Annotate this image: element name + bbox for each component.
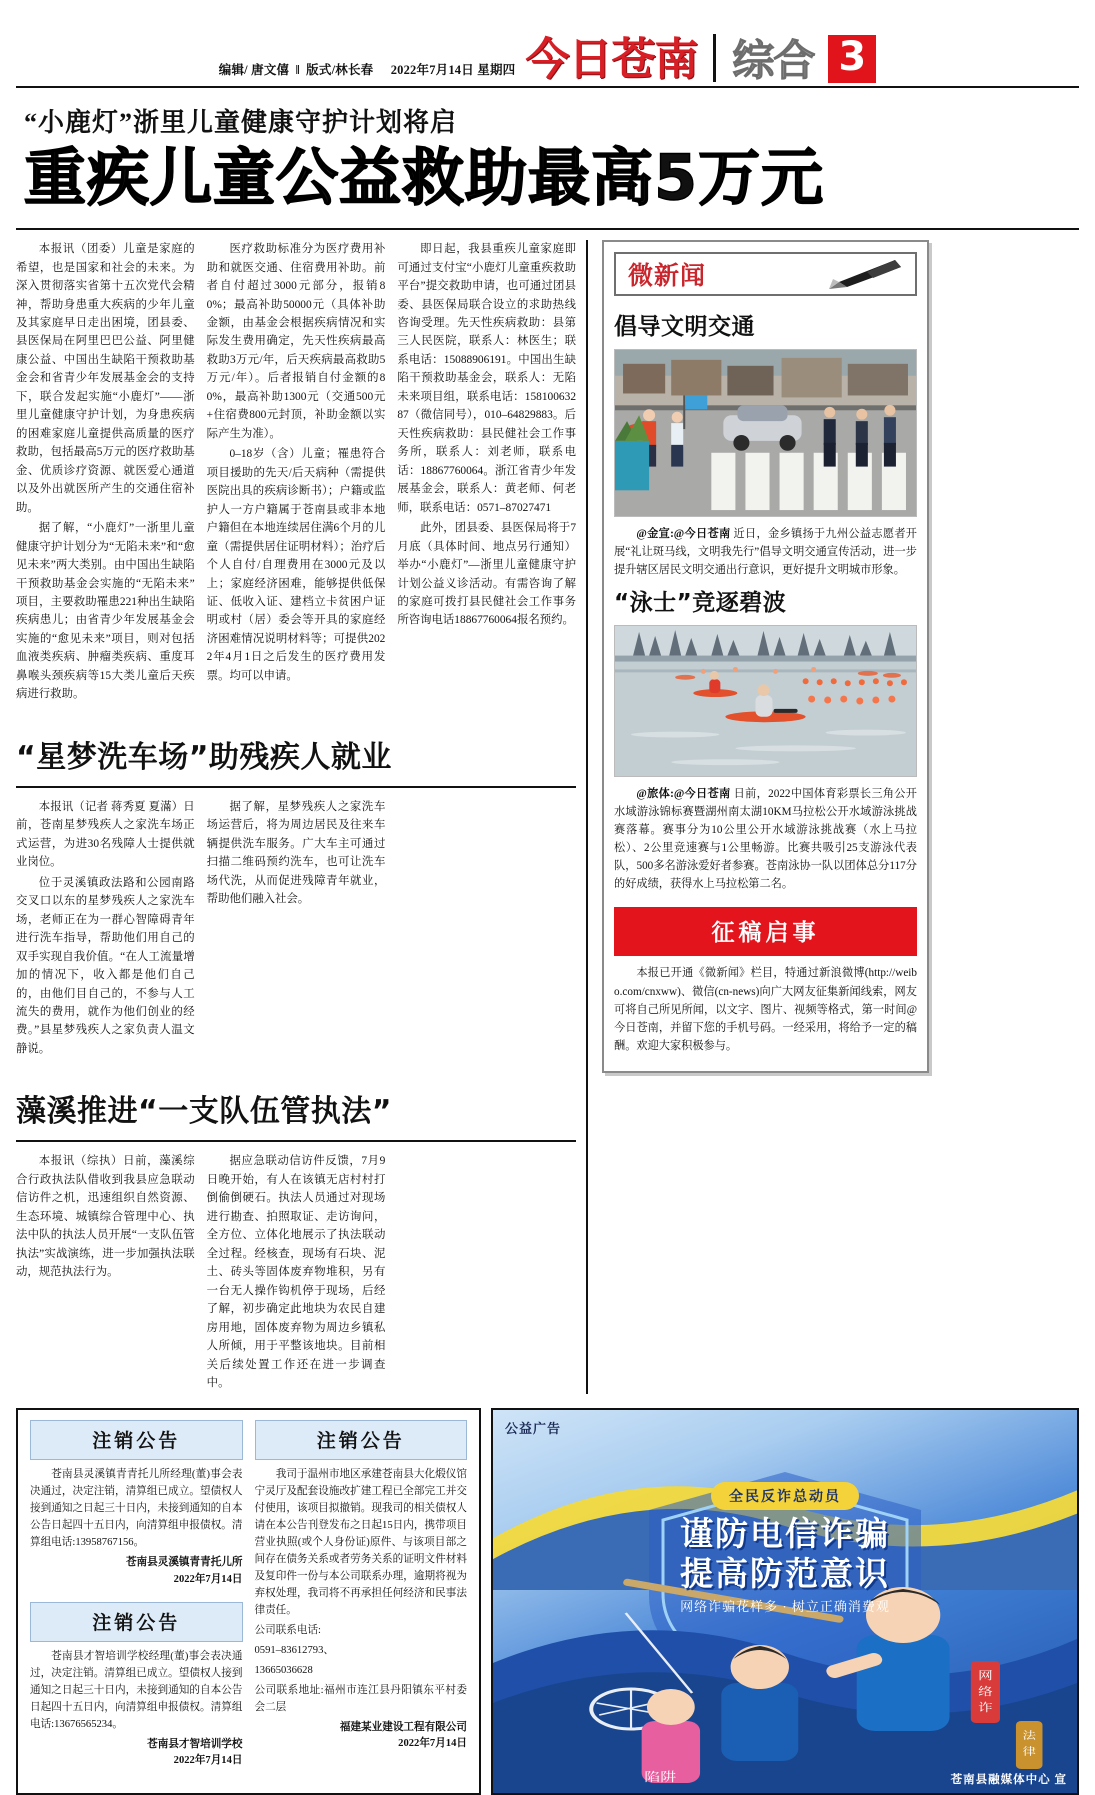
lead-headline-block — [0, 88, 1095, 214]
paragraph: 本报讯（团委）儿童是家庭的希望，也是国家和社会的未来。为深入贯彻落实省第十五次党代会精神，帮助身患重大疾病的少年儿童及其家庭早日走出困境，团县委、县医保局在阿里巴巴公益、阿里健康公益、中国出生缺陷干预救助基金会和省青少年发展基金会的支持下，联合发起实施“小鹿灯”——浙里儿童健康守护计划，为身患疾病的困难家庭儿童提供高质量的医疗救助，包括最高5万元的医疗救助基金、优质诊疗资源、就医爱心通道以及外出就医所产生的交通住宿补助。 — [16, 243, 195, 514]
notice-date: 2022年7月14日 — [398, 1738, 467, 1749]
section-rule — [16, 786, 576, 788]
traffic-photo — [614, 349, 917, 517]
masthead-divider — [713, 34, 716, 82]
lead-story-columns — [16, 240, 576, 706]
carwash-columns — [16, 798, 576, 1061]
svg-text:法: 法 — [1022, 1730, 1036, 1743]
carwash-col-2 — [207, 798, 386, 1061]
micro-news-title: “泳士”竞逐碧波 — [614, 589, 787, 616]
layout-credit: 版式/林长春 — [306, 63, 374, 77]
notice-signature — [30, 1737, 243, 1770]
micro-news-label: 微新闻 — [628, 261, 707, 291]
publication-date: 2022年7月14日 星期四 — [390, 63, 516, 77]
paper-title: 今日苍南 — [525, 34, 698, 85]
notice-heading: 注销公告 — [255, 1420, 468, 1460]
ad-headline-line1: 谨防电信诈骗 — [680, 1514, 890, 1554]
paragraph: 据了解，“小鹿灯”一浙里儿童健康守护计划分为“无陷未来”和“愈见未来”两大类别。由中国出生缺陷干预救助基金会实施的“无陷未来”项目，主要救助罹患221种出生缺陷疾病患儿；由省青少年发展基金会实施的“愈见未来”项目，则对包括血液类疾病、肿瘤类疾病、重度耳鼻喉头颈疾病等15大类儿童后天疾病进行救助。 — [16, 522, 195, 701]
carwash-col-3 — [397, 798, 576, 1061]
notice-date: 2022年7月14日 — [173, 1573, 243, 1585]
notice-date: 2022年7月14日 — [173, 1755, 243, 1767]
lead-col-3 — [397, 240, 576, 706]
notice-card — [30, 1602, 243, 1770]
masthead-inner — [219, 34, 876, 84]
notice-contact-label: 公司联系电话: — [254, 1624, 322, 1636]
notices-col-1 — [30, 1420, 243, 1783]
svg-text:络: 络 — [978, 1686, 993, 1699]
public-service-ad — [491, 1408, 1079, 1795]
left-column-zone — [16, 240, 586, 1394]
ad-subline: 网络诈骗花样多 · 树立正确消费观 — [680, 1599, 890, 1615]
micro-news-caption: @金宣:@今日苍南 近日，金乡镇扬于九州公益志愿者开展“礼让斑马线，文明我先行”倡导文明交通宣传活动，进一步提升辖区居民文明交通出行意识，更好提升文明城市形象。 — [614, 528, 917, 577]
zaoxi-columns — [16, 1152, 576, 1394]
carwash-col-1 — [16, 798, 195, 1061]
ad-headline-line2: 提高防范意识 — [680, 1554, 890, 1594]
net-label-badge — [971, 1661, 1000, 1723]
masthead-credits — [219, 60, 516, 84]
notice-body: 苍南县才智培训学校经理(董)事会表决通过，决定注销。清算组已成立。望债权人接到通知之日起三十日内，未接到通知的自本公告日起四十五日内，向清算组申报债权。清算组电话:13676565234。 — [30, 1650, 243, 1730]
notice-org: 苍南县灵溪镇青青托儿所 — [125, 1557, 243, 1569]
bottom-section — [0, 1408, 1095, 1795]
paragraph: 本报讯（综执）日前，藻溪综合行政执法队借收到我县应急联动信访件之机，迅速组织自然资源、生态环境、城镇综合管理中心、执法中队的执法人员开展“一支队伍管执法”实战演练，进一步加强执法联动，规范执法行为。 — [16, 1155, 195, 1279]
swimming-photo — [614, 625, 917, 777]
notice-phone-1: 0591–83612793、 — [254, 1644, 334, 1656]
paragraph: 0–18岁（含）儿童；罹患符合项目援助的先天/后天病种（需提供医院出具的疾病诊断书）；户籍或监护人一方户籍属于苍南县或非本地户籍但在本地连续居住满6个月的儿童（需提供居住证明材料）；治疗后个人自付/自理费用在3000元及以上；家庭经济困难，能够提供低保证、低收入证、建档立卡贫困户证明或村（居）委会等开具的家庭经济困难情况说明材料等；可提供2022年4月1日之后发生的医疗费用发票。均可以申请。 — [206, 448, 386, 682]
micro-news-caption: @旅体:@今日苍南 日前，2022中国体育彩票长三角公开水域游泳锦标赛暨湖州南太湖10KM马拉松公开水域游泳挑战赛落幕。赛事分为10公里公开水域游泳挑战赛（水上马拉松）、2公里竞速赛与1公里畅游。比赛共吸引25支游泳代表队，500多名游泳爱好者参赛。苍南泳协一队以团体总分117分的好成绩，获得水上马拉松第二名。 — [614, 787, 917, 891]
news-handle: @金宣:@今日苍南 — [636, 528, 731, 541]
micro-news-zone — [586, 240, 929, 1394]
ad-headline — [635, 1514, 935, 1593]
trap-label: 陷阱 — [644, 1771, 677, 1785]
notice-address: 公司联系地址:福州市连江县丹阳镇东平村委会二层 — [254, 1684, 467, 1713]
notice-body: 我司于温州市地区承建苍南县大化煅仪馆宁灵厅及配套设施改扩建工程已全部完工并交付使用，该项目拟撤销。现我司的相关债权人请在本公告刊登发布之日起15日内，携带项目营业执照(或个人身份证)原件、与该项目部之间存在债务关系或者劳务关系的证明文件材料及复印件一份与本公司联系办理，逾期将视为弃权处理，我司将不再承担任何经济和民事法律责任。 — [254, 1469, 467, 1616]
masthead — [0, 0, 1095, 88]
page-title: 重疾儿童公益救助最高5万元 — [24, 141, 825, 214]
paragraph: 医疗救助标准分为医疗费用补助和就医交通、住宿费用补助。前者自付超过3000元部分，报销80%；最高补助50000元（具体补助金额，由基金会根据疾病情况和实际发生费用确定，先天性疾病最高救助3万元/年，后天疾病最高救助5万元/年）。后者报销自付金额的80%，最高补助1300元（交通500元+住宿费800元封顶，补助金额以实际产生为准）。 — [206, 243, 386, 440]
zaoxi-col-3 — [397, 1152, 576, 1394]
svg-text:网: 网 — [978, 1670, 993, 1683]
micro-news-badge — [614, 252, 917, 296]
lead-col-1 — [16, 240, 195, 706]
paragraph: 此外，团县委、县医保局将于7月底（具体时间、地点另行通知）举办“小鹿灯”—浙里儿童健康守护计划公益义诊活动。有需咨询了解的家庭可拨打县民健社会工作事务所咨询电话18867760064报名预约。 — [397, 522, 577, 627]
paragraph: 位于灵溪镇政法路和公园南路交叉口以东的星梦残疾人之家洗车场，老师正在为一群心智障碍青年进行洗车指导，帮助他们用自己的双手实现自我价值。“在人工流量增加的情况下，收入都是他们自己的，由他们目自己的，不参与人工流失的费用，就作为他们创业的经费。”县星梦残疾人之家负责人温文静说。 — [16, 876, 195, 1055]
law-label-badge — [1016, 1721, 1043, 1769]
headline-rule — [16, 228, 1079, 230]
editor-credit: 编辑/ 唐文僖 — [218, 63, 290, 77]
call-for-submissions-banner: 征稿启事 — [614, 907, 917, 956]
notice-phone-2: 13665036628 — [254, 1664, 313, 1676]
notices-block — [16, 1408, 481, 1795]
child-figure — [642, 1689, 700, 1783]
micro-news-item — [614, 308, 917, 579]
story-title-carwash: “星梦洗车场”助残疾人就业 — [16, 739, 392, 775]
ad-label: 公益广告 — [505, 1421, 562, 1437]
main-content — [0, 240, 1095, 1394]
notice-heading: 注销公告 — [30, 1602, 243, 1642]
news-handle: @旅体:@今日苍南 — [636, 787, 731, 800]
zaoxi-col-2 — [207, 1152, 386, 1394]
credit-divider: ‖ — [295, 63, 300, 77]
ad-footer-credit: 苍南县融媒体中心 宣 — [950, 1774, 1067, 1787]
paragraph: 即日起，我县重疾儿童家庭即可通过支付宝“小鹿灯儿童重疾救助平台”提交救助申请，也可通过团县委、县医保局联合设立的求助热线咨询受理。先天性疾病救助：县第三人民医院，联系人：林医生；联系电话：15088906191。中国出生缺陷干预救助基金会，联系人：无陷未来项目组，联系电话：15810063287（微信同号），010–64829883。后天性疾病救助：县民健社会工作事务所，联系人：刘老师，联系电话：18867760064。浙江省青少年发展基金会，联系人：黄老师、何老师，联系电话：0571–87027471 — [397, 243, 577, 514]
zaoxi-col-1 — [16, 1152, 195, 1394]
page-number: 3 — [828, 35, 876, 83]
svg-text:律: 律 — [1022, 1746, 1036, 1759]
notice-card — [30, 1420, 243, 1588]
micro-news-box — [602, 240, 929, 1073]
svg-text:诈: 诈 — [978, 1702, 993, 1715]
paragraph: 据应急联动信访件反馈，7月9日晚开始，有人在该镇无店村村打倒偷倒硬石。执法人员通过对现场进行勘查、拍照取证、走访询问，全方位、立体化地展示了执法联动全过程。经核查，现场有石块、泥土、砖头等固体废弃物堆积，另有一台无人操作钩机停于现场，后经了解，初步确定此地块为农民自建房用地，固体废弃物为周边乡镇私人所倾，用于平整该地块。目前相关后续处置工作还在进一步调查中。 — [206, 1155, 386, 1389]
section-rule — [16, 1140, 576, 1142]
ad-campaign-pill: 全民反诈总动员 — [711, 1482, 859, 1510]
notice-org: 苍南县才智培训学校 — [147, 1738, 243, 1750]
masthead-rule — [16, 86, 1079, 88]
section-name: 综合 — [732, 36, 815, 85]
notice-body: 苍南县灵溪镇青青托儿所经理(董)事会表决通过，决定注销，清算组已成立。望债权人接到通知之日起三十日内，未接到通知的自本公告日起四十五日内，向清算组申报债权。清算组电话:13958767156。 — [30, 1469, 243, 1549]
pen-icon — [817, 257, 903, 291]
notice-card — [255, 1420, 468, 1752]
story-title-zaoxi: 藻溪推进“一支队伍管执法” — [16, 1094, 392, 1130]
notice-signature — [255, 1720, 468, 1753]
headline-kicker: “小鹿灯”浙里儿童健康守护计划将启 — [24, 108, 458, 137]
micro-news-title: 倡导文明交通 — [614, 314, 755, 341]
notice-heading: 注销公告 — [30, 1420, 243, 1460]
victim-figure — [721, 1645, 798, 1761]
notice-org: 福建某业建设工程有限公司 — [339, 1721, 467, 1733]
lead-col-2 — [207, 240, 386, 706]
paragraph: 据了解，星梦残疾人之家洗车场运营后，将为周边居民及往来车辆提供洗车服务。广大车主可通过扫描二维码预约洗车，也可让洗车场代洗，从而促进残障青年就业，帮助他们融入社会。 — [206, 800, 386, 906]
call-for-submissions-text: 本报已开通《微新闻》栏目，特通过新浪微博(http://weibo.com/cnxww)、微信(cn-news)向广大网友征集新闻线索，网友可将自己所见所闻，以文字、图片、视频等格式，第一时间@今日苍南，并留下您的手机号码。一经采用，将给予一定的稿酬。欢迎大家积极参与。 — [614, 967, 917, 1052]
notice-signature — [30, 1555, 243, 1588]
paragraph: 本报讯（记者 蒋秀夏 夏滿）日前，苍南星梦残疾人之家洗车场正式运营，为进30名残障人士提供就业岗位。 — [16, 800, 195, 869]
micro-news-item — [614, 584, 917, 894]
notices-col-2 — [255, 1420, 468, 1783]
